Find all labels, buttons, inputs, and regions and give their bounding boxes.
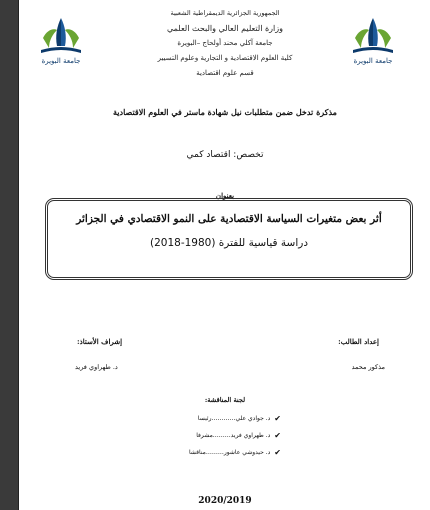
jury-dots: ……… (205, 449, 224, 456)
checkmark-icon: ✔ (274, 448, 281, 457)
university-name: جامعة آكلي محند أولحاج –البويرة (177, 39, 273, 47)
jury-member-name: د. حيدوشي عاشور (223, 449, 271, 456)
jury-dots: ………… (211, 415, 236, 422)
specialty: تخصص: اقتصاد كمي (186, 150, 264, 160)
ministry-name: وزارة التعليم العالي والبحث العلمي (167, 24, 283, 33)
titled-label: بعنوان (215, 191, 235, 200)
jury-member (171, 410, 281, 427)
memo-statement: مذكرة تدخل ضمن متطلبات نيل شهادة ماستر في العلوم الاقتصادية (113, 107, 337, 117)
institution-header (109, 6, 341, 81)
university-emblem-icon (37, 16, 85, 56)
supervisor-name: د. طهراوي فريد (75, 363, 118, 371)
jury-member-role: مشرفا (196, 432, 213, 439)
jury-member (171, 444, 281, 461)
logo-caption: جامعة البويرة (353, 57, 393, 65)
logo-caption: جامعة البويرة (41, 57, 81, 65)
jury-member-role: مناقشا (188, 449, 206, 456)
thesis-subtitle: دراسة قياسية للفترة (1980-2018) (149, 237, 308, 249)
thesis-title: أثر بعض متغيرات السياسة الاقتصادية على النمو الاقتصادي في الجزائر (76, 213, 382, 225)
university-logo-left (37, 16, 85, 68)
department-name: قسم علوم اقتصادية (196, 69, 254, 77)
academic-year: 2020/2019 (198, 496, 252, 506)
jury-member-role: رئيسا (197, 415, 212, 422)
jury-member-name: د. جوادي علي (235, 415, 271, 422)
jury-dots: ……… (212, 432, 231, 439)
supervisor-label: إشراف الأستاذ: (77, 337, 123, 346)
jury-member-name: د. طهراوي فريد (230, 432, 271, 439)
faculty-name: كلية العلوم الاقتصادية و التجارية وعلوم التسيير (157, 54, 293, 62)
student-name: مذكور محمد (351, 363, 385, 371)
thesis-title-box (45, 198, 413, 280)
document-page (18, 0, 430, 510)
student-label: إعداد الطالب: (338, 337, 379, 346)
republic-name: الجمهورية الجزائرية الديمقراطية الشعبية (170, 9, 280, 17)
jury-list (171, 410, 281, 461)
checkmark-icon: ✔ (274, 414, 281, 423)
jury-label: لجنة المناقشة: (204, 396, 246, 404)
university-logo-right (349, 16, 397, 68)
jury-member (171, 427, 281, 444)
university-emblem-icon (349, 16, 397, 56)
checkmark-icon: ✔ (274, 431, 281, 440)
